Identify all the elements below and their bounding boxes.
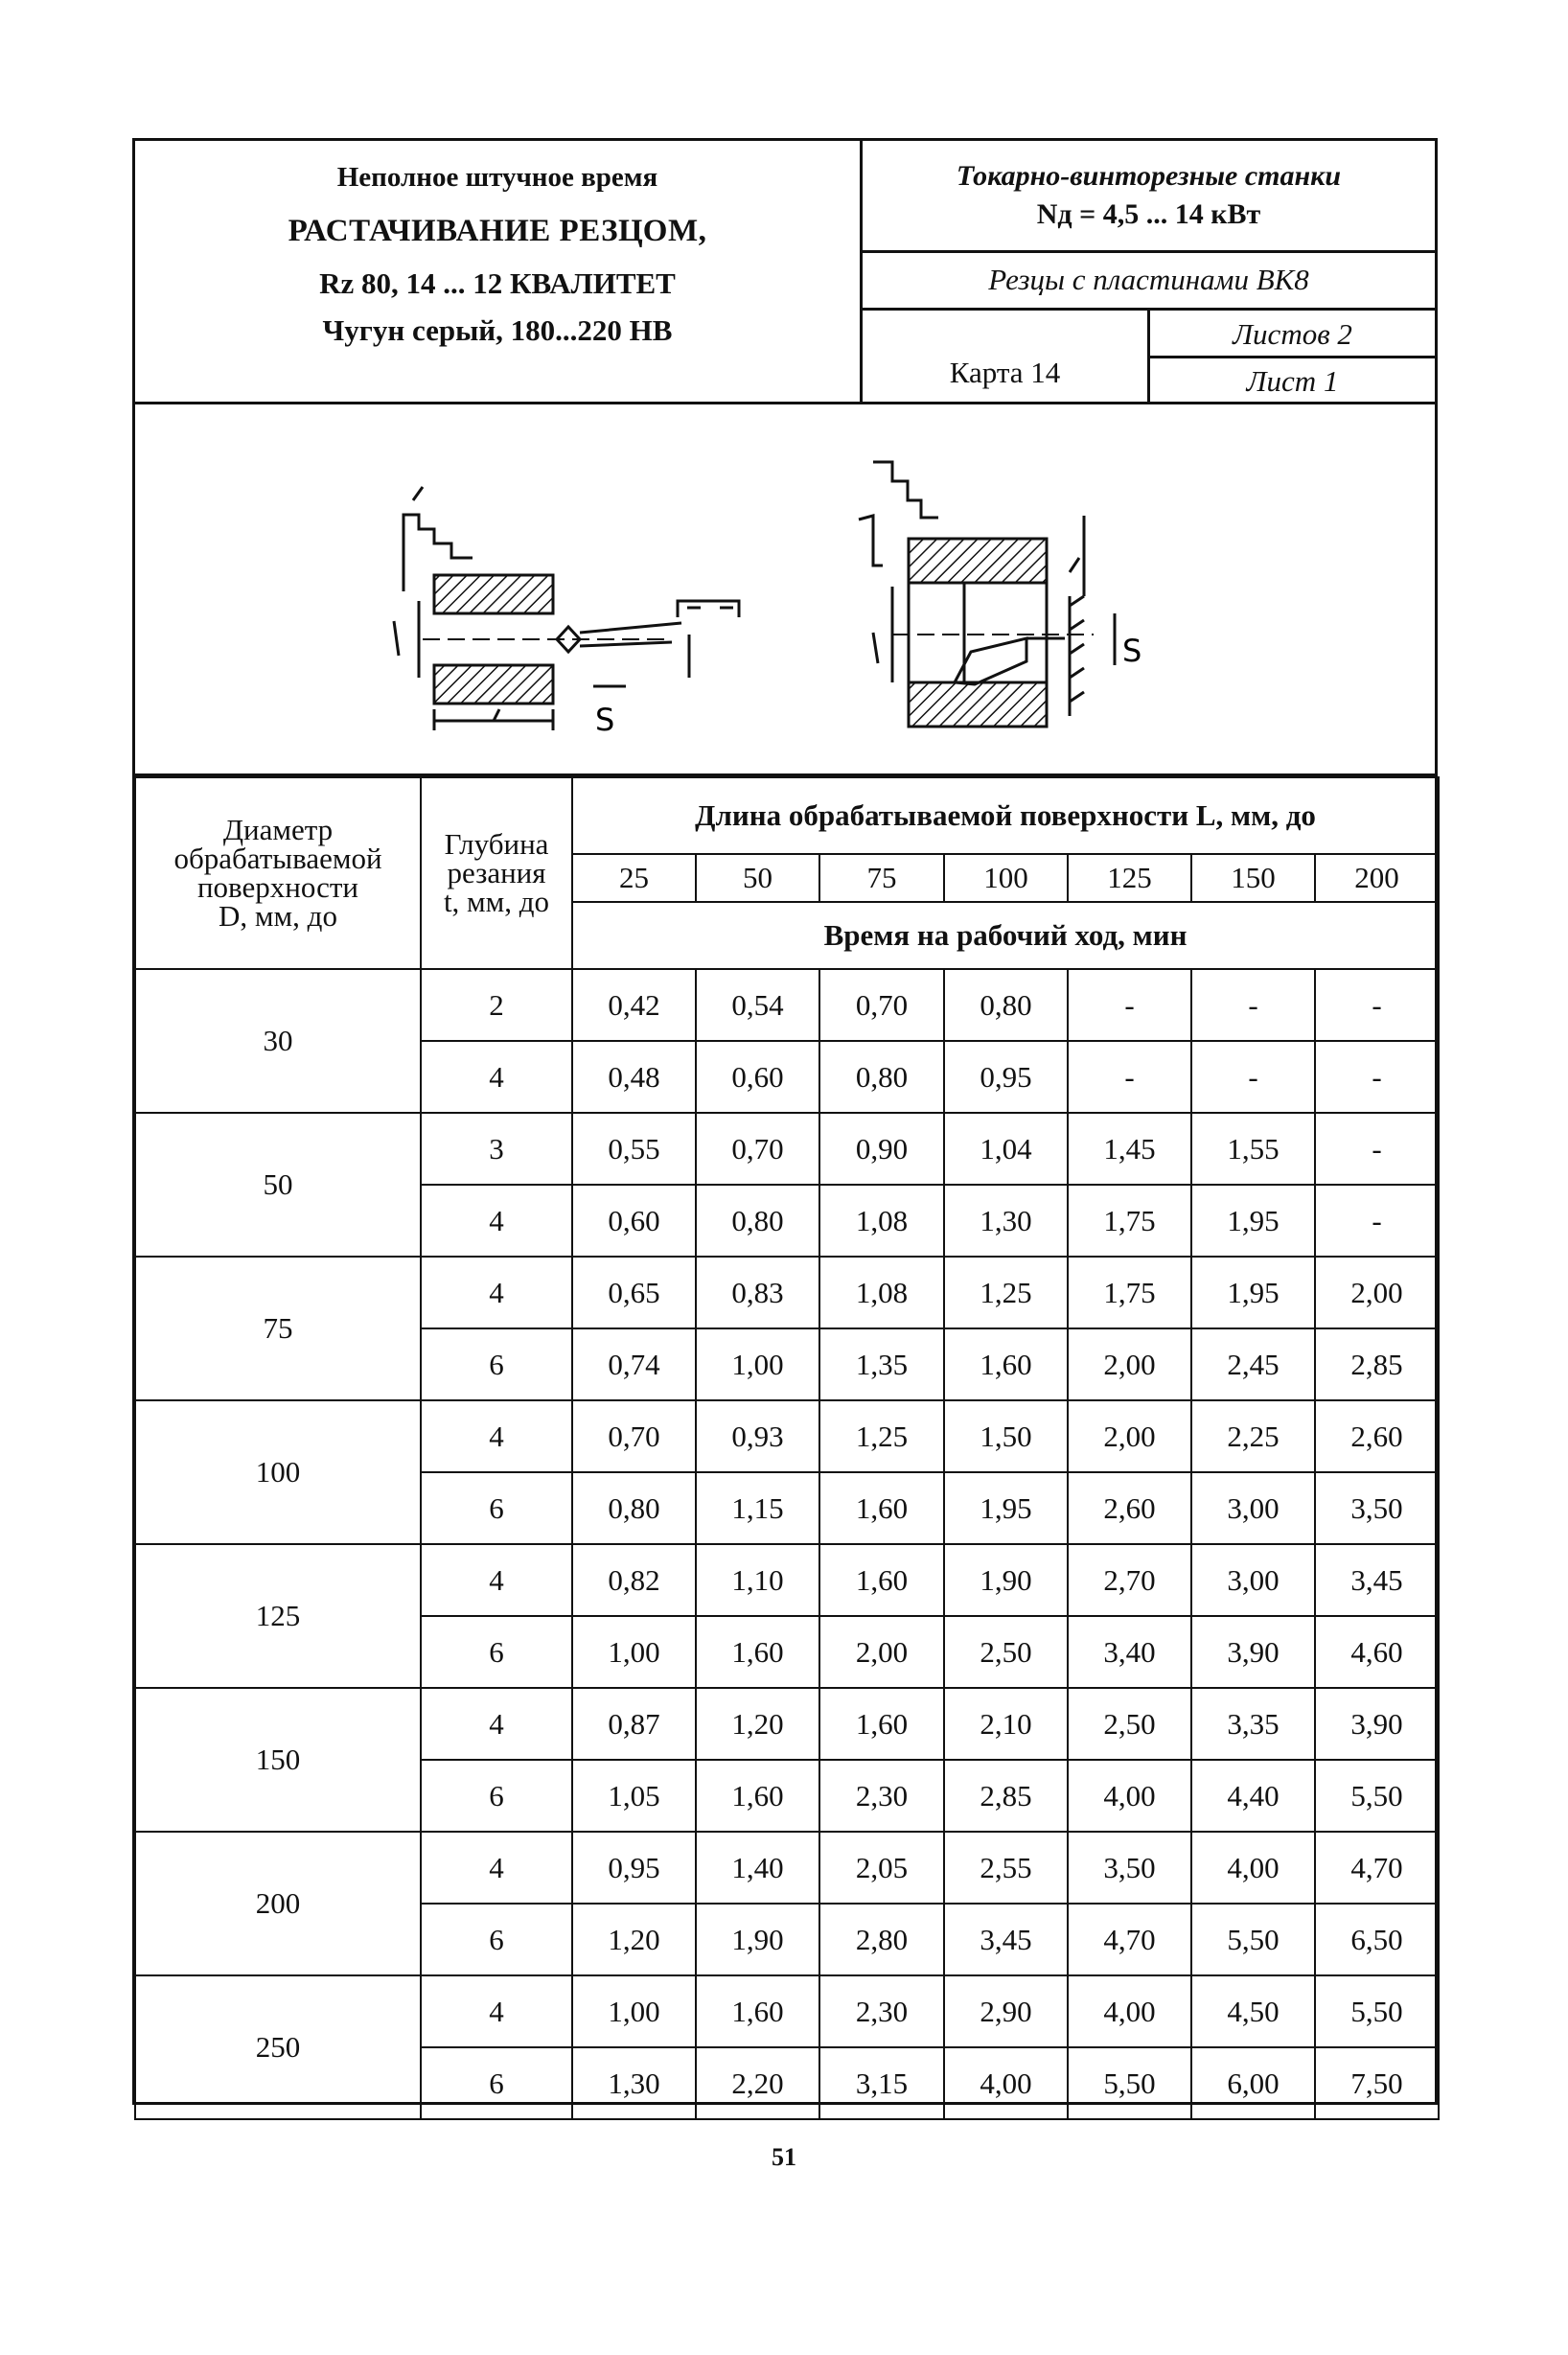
time-value-cell: 1,95 bbox=[1191, 1185, 1315, 1257]
table-row bbox=[135, 1832, 1439, 1904]
time-value-cell: 3,40 bbox=[1068, 1616, 1191, 1688]
time-value-cell: 1,90 bbox=[944, 1544, 1068, 1616]
time-value-cell: 5,50 bbox=[1315, 1975, 1439, 2047]
depth-header bbox=[421, 777, 572, 969]
time-value-cell: 1,95 bbox=[944, 1472, 1068, 1544]
time-value-cell: 4,00 bbox=[944, 2047, 1068, 2119]
time-value-cell: - bbox=[1068, 969, 1191, 1041]
time-value-cell: 0,70 bbox=[819, 969, 944, 1041]
time-value-cell: 1,60 bbox=[819, 1472, 944, 1544]
time-value-cell: 2,10 bbox=[944, 1688, 1068, 1760]
table-row bbox=[135, 1257, 1439, 1328]
time-value-cell: 0,80 bbox=[572, 1472, 696, 1544]
time-value-cell: 1,08 bbox=[819, 1257, 944, 1328]
time-value-cell: 0,83 bbox=[696, 1257, 819, 1328]
time-value-cell: 2,80 bbox=[819, 1904, 944, 1975]
depth-header-line-1: Глубина bbox=[444, 827, 549, 861]
card-number: Карта 14 bbox=[863, 311, 1150, 402]
time-value-cell: 1,00 bbox=[572, 1975, 696, 2047]
length-col-150: 150 bbox=[1191, 854, 1315, 902]
time-value-cell: 2,30 bbox=[819, 1975, 944, 2047]
depth-cell: 4 bbox=[421, 1688, 572, 1760]
time-value-cell: 1,20 bbox=[696, 1688, 819, 1760]
time-value-cell: 1,04 bbox=[944, 1113, 1068, 1185]
time-value-cell: 1,45 bbox=[1068, 1113, 1191, 1185]
table-row bbox=[135, 969, 1439, 1041]
machine-cell bbox=[863, 141, 1435, 253]
title-line-3: Rz 80, 14 ... 12 КВАЛИТЕТ bbox=[319, 266, 676, 300]
time-value-cell: 4,60 bbox=[1315, 1616, 1439, 1688]
time-value-cell: 0,48 bbox=[572, 1041, 696, 1113]
depth-cell: 4 bbox=[421, 1257, 572, 1328]
time-value-cell: 3,90 bbox=[1315, 1688, 1439, 1760]
diameter-cell: 30 bbox=[135, 969, 421, 1113]
page-number: 51 bbox=[772, 2143, 796, 2171]
time-value-cell: - bbox=[1068, 1041, 1191, 1113]
diameter-cell: 200 bbox=[135, 1832, 421, 1975]
depth-cell: 6 bbox=[421, 1472, 572, 1544]
time-value-cell: 0,60 bbox=[572, 1185, 696, 1257]
boring-sketch bbox=[135, 404, 1435, 773]
time-value-cell: 0,90 bbox=[819, 1113, 944, 1185]
time-value-cell: 1,05 bbox=[572, 1760, 696, 1832]
time-value-cell: 2,85 bbox=[944, 1760, 1068, 1832]
time-value-cell: 2,45 bbox=[1191, 1328, 1315, 1400]
time-value-cell: 1,10 bbox=[696, 1544, 819, 1616]
time-value-cell: 0,82 bbox=[572, 1544, 696, 1616]
time-value-cell: 2,30 bbox=[819, 1760, 944, 1832]
depth-cell: 2 bbox=[421, 969, 572, 1041]
time-value-cell: 2,50 bbox=[1068, 1688, 1191, 1760]
diameter-header bbox=[135, 777, 421, 969]
time-value-cell: 2,55 bbox=[944, 1832, 1068, 1904]
length-col-100: 100 bbox=[944, 854, 1068, 902]
machine-info-block bbox=[863, 141, 1435, 402]
time-value-cell: 0,60 bbox=[696, 1041, 819, 1113]
time-value-cell: 2,90 bbox=[944, 1975, 1068, 2047]
diameter-cell: 75 bbox=[135, 1257, 421, 1400]
time-header: Время на рабочий ход, мин bbox=[572, 902, 1439, 969]
depth-header-line-3: t, мм, до bbox=[443, 885, 550, 918]
length-col-200: 200 bbox=[1315, 854, 1439, 902]
time-value-cell: - bbox=[1191, 969, 1315, 1041]
time-value-cell: 1,08 bbox=[819, 1185, 944, 1257]
time-value-cell: - bbox=[1315, 1113, 1439, 1185]
length-col-75: 75 bbox=[819, 854, 944, 902]
diameter-cell: 150 bbox=[135, 1688, 421, 1832]
table-row bbox=[135, 1400, 1439, 1472]
depth-header-line-2: резания bbox=[447, 856, 546, 889]
boring-sketch-area bbox=[135, 404, 1435, 776]
time-value-cell: 2,00 bbox=[1068, 1400, 1191, 1472]
depth-cell: 6 bbox=[421, 1760, 572, 1832]
depth-cell: 4 bbox=[421, 1975, 572, 2047]
diameter-header-line-4: D, мм, до bbox=[219, 899, 337, 933]
diameter-header-line-3: поверхности bbox=[196, 870, 359, 904]
depth-cell: 3 bbox=[421, 1113, 572, 1185]
time-value-cell: 1,90 bbox=[696, 1904, 819, 1975]
time-value-cell: 1,60 bbox=[696, 1975, 819, 2047]
sheet-number: Лист 1 bbox=[1246, 364, 1339, 398]
time-value-cell: 3,35 bbox=[1191, 1688, 1315, 1760]
time-value-cell: 1,55 bbox=[1191, 1113, 1315, 1185]
diameter-cell: 50 bbox=[135, 1113, 421, 1257]
time-value-cell: 5,50 bbox=[1315, 1760, 1439, 1832]
time-value-cell: 0,80 bbox=[944, 969, 1068, 1041]
time-value-cell: 1,30 bbox=[944, 1185, 1068, 1257]
time-value-cell: 2,05 bbox=[819, 1832, 944, 1904]
time-value-cell: 1,15 bbox=[696, 1472, 819, 1544]
time-value-cell: 0,55 bbox=[572, 1113, 696, 1185]
time-value-cell: 0,87 bbox=[572, 1688, 696, 1760]
time-value-cell: 4,00 bbox=[1191, 1832, 1315, 1904]
time-value-cell: 1,75 bbox=[1068, 1257, 1191, 1328]
time-value-cell: 2,00 bbox=[1315, 1257, 1439, 1328]
time-value-cell: 3,00 bbox=[1191, 1472, 1315, 1544]
time-value-cell: 7,50 bbox=[1315, 2047, 1439, 2119]
time-value-cell: 3,45 bbox=[1315, 1544, 1439, 1616]
time-value-cell: 0,93 bbox=[696, 1400, 819, 1472]
time-value-cell: 2,00 bbox=[1068, 1328, 1191, 1400]
diameter-header-line-2: обрабатываемой bbox=[173, 842, 382, 875]
depth-cell: 6 bbox=[421, 1328, 572, 1400]
diameter-cell: 100 bbox=[135, 1400, 421, 1544]
title-line-4: Чугун серый, 180...220 НВ bbox=[322, 313, 673, 347]
time-value-cell: 4,00 bbox=[1068, 1760, 1191, 1832]
time-value-cell: 1,60 bbox=[819, 1688, 944, 1760]
time-value-cell: - bbox=[1315, 1041, 1439, 1113]
time-value-cell: 1,25 bbox=[944, 1257, 1068, 1328]
feed-label-1: S bbox=[595, 702, 615, 738]
title-line-1: Неполное штучное время bbox=[336, 162, 658, 193]
depth-cell: 6 bbox=[421, 1616, 572, 1688]
time-value-cell: 3,15 bbox=[819, 2047, 944, 2119]
table-row bbox=[135, 1544, 1439, 1616]
time-value-cell: 1,60 bbox=[696, 1616, 819, 1688]
time-value-cell: - bbox=[1315, 1185, 1439, 1257]
time-value-cell: 1,75 bbox=[1068, 1185, 1191, 1257]
time-value-cell: 3,90 bbox=[1191, 1616, 1315, 1688]
machine-type: Токарно-винторезные станки bbox=[956, 160, 1342, 192]
time-value-cell: 2,85 bbox=[1315, 1328, 1439, 1400]
time-value-cell: 1,35 bbox=[819, 1328, 944, 1400]
time-value-cell: 6,00 bbox=[1191, 2047, 1315, 2119]
sketch-blind-bore bbox=[859, 462, 1115, 727]
depth-cell: 4 bbox=[421, 1400, 572, 1472]
time-value-cell: 0,74 bbox=[572, 1328, 696, 1400]
tool-cell: Резцы с пластинами ВК8 bbox=[863, 253, 1435, 311]
sheets-total: Листов 2 bbox=[1150, 311, 1435, 358]
time-value-cell: 3,50 bbox=[1315, 1472, 1439, 1544]
time-value-cell: 1,25 bbox=[819, 1400, 944, 1472]
length-col-25: 25 bbox=[572, 854, 696, 902]
depth-cell: 6 bbox=[421, 2047, 572, 2119]
time-value-cell: 3,50 bbox=[1068, 1832, 1191, 1904]
time-value-cell: 1,60 bbox=[819, 1544, 944, 1616]
time-value-cell: - bbox=[1315, 969, 1439, 1041]
time-value-cell: 4,70 bbox=[1068, 1904, 1191, 1975]
time-value-cell: 4,50 bbox=[1191, 1975, 1315, 2047]
time-value-cell: 2,70 bbox=[1068, 1544, 1191, 1616]
time-value-cell: 1,00 bbox=[696, 1328, 819, 1400]
time-value-cell: 3,00 bbox=[1191, 1544, 1315, 1616]
operation-title-block bbox=[135, 141, 863, 402]
time-value-cell: 2,50 bbox=[944, 1616, 1068, 1688]
depth-cell: 4 bbox=[421, 1185, 572, 1257]
time-value-cell: 5,50 bbox=[1068, 2047, 1191, 2119]
time-value-cell: 5,50 bbox=[1191, 1904, 1315, 1975]
length-col-50: 50 bbox=[696, 854, 819, 902]
time-value-cell: 2,20 bbox=[696, 2047, 819, 2119]
time-value-cell: 3,45 bbox=[944, 1904, 1068, 1975]
time-value-cell: 1,95 bbox=[1191, 1257, 1315, 1328]
table-body bbox=[135, 969, 1439, 2119]
diameter-header-line-1: Диаметр bbox=[222, 813, 334, 846]
time-value-cell: 0,70 bbox=[696, 1113, 819, 1185]
length-col-125: 125 bbox=[1068, 854, 1191, 902]
time-value-cell: 0,54 bbox=[696, 969, 819, 1041]
time-value-cell: 4,70 bbox=[1315, 1832, 1439, 1904]
time-value-cell: 1,40 bbox=[696, 1832, 819, 1904]
time-value-cell: 1,50 bbox=[944, 1400, 1068, 1472]
time-value-cell: 4,40 bbox=[1191, 1760, 1315, 1832]
time-value-cell: 0,95 bbox=[944, 1041, 1068, 1113]
diameter-cell: 125 bbox=[135, 1544, 421, 1688]
time-value-cell: 2,25 bbox=[1191, 1400, 1315, 1472]
depth-cell: 4 bbox=[421, 1041, 572, 1113]
time-value-cell: - bbox=[1191, 1041, 1315, 1113]
depth-cell: 4 bbox=[421, 1832, 572, 1904]
diameter-cell: 250 bbox=[135, 1975, 421, 2119]
time-value-cell: 6,50 bbox=[1315, 1904, 1439, 1975]
time-value-cell: 0,80 bbox=[696, 1185, 819, 1257]
time-value-cell: 1,20 bbox=[572, 1904, 696, 1975]
table-row bbox=[135, 1113, 1439, 1185]
time-value-cell: 1,00 bbox=[572, 1616, 696, 1688]
machine-power: Nд = 4,5 ... 14 кВт bbox=[1036, 198, 1261, 230]
sketch-through-bore bbox=[394, 487, 739, 730]
length-header: Длина обрабатываемой поверхности L, мм, до bbox=[572, 777, 1439, 854]
document-frame bbox=[132, 138, 1438, 2105]
table-row bbox=[135, 1975, 1439, 2047]
time-value-cell: 2,00 bbox=[819, 1616, 944, 1688]
time-value-cell: 4,00 bbox=[1068, 1975, 1191, 2047]
time-value-cell: 0,70 bbox=[572, 1400, 696, 1472]
time-value-cell: 2,60 bbox=[1068, 1472, 1191, 1544]
time-value-cell: 0,42 bbox=[572, 969, 696, 1041]
time-value-cell: 1,30 bbox=[572, 2047, 696, 2119]
time-norms-table bbox=[134, 776, 1440, 2120]
time-value-cell: 1,60 bbox=[944, 1328, 1068, 1400]
card-header bbox=[135, 141, 1435, 404]
time-value-cell: 0,80 bbox=[819, 1041, 944, 1113]
time-value-cell: 2,60 bbox=[1315, 1400, 1439, 1472]
time-value-cell: 1,60 bbox=[696, 1760, 819, 1832]
time-value-cell: 0,65 bbox=[572, 1257, 696, 1328]
title-line-2: РАСТАЧИВАНИЕ РЕЗЦОМ, bbox=[288, 214, 707, 248]
table-row bbox=[135, 1688, 1439, 1760]
time-value-cell: 0,95 bbox=[572, 1832, 696, 1904]
depth-cell: 6 bbox=[421, 1904, 572, 1975]
feed-label-2: S bbox=[1122, 633, 1142, 669]
depth-cell: 4 bbox=[421, 1544, 572, 1616]
